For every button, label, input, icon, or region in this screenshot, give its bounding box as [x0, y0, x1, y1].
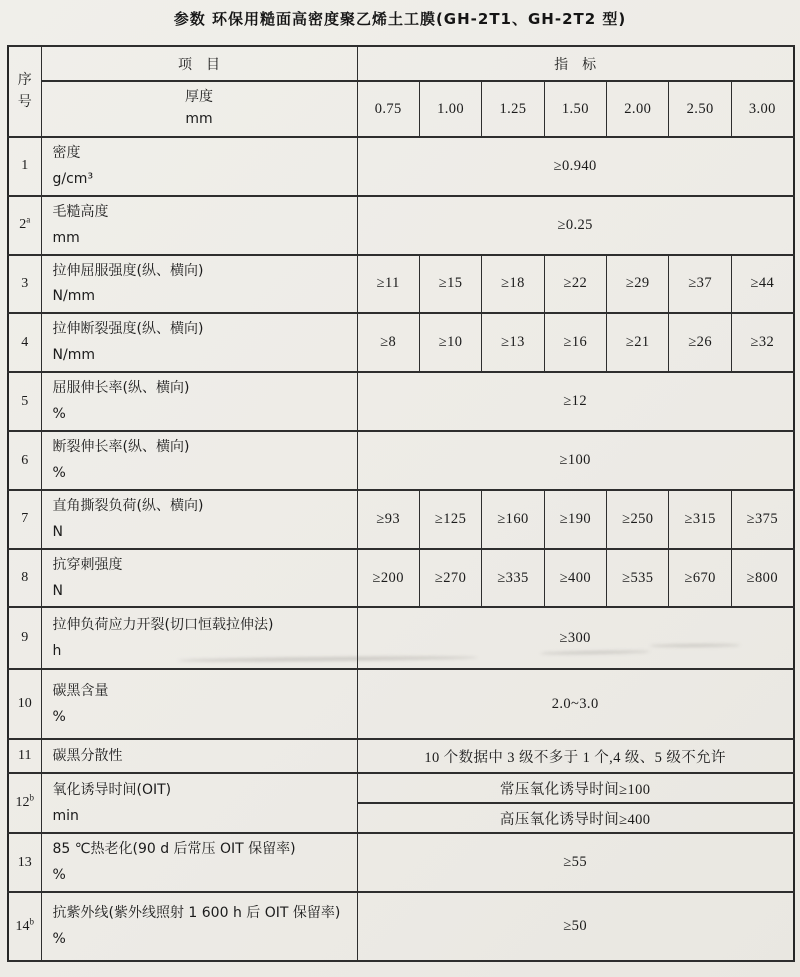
table-row [8, 431, 794, 490]
row-footnote-mark: b [29, 916, 34, 927]
table-row [8, 137, 794, 196]
item-unit: % [52, 708, 66, 725]
row-number-cell [8, 739, 41, 773]
value-cell: ≥15 [419, 255, 481, 314]
row-number: 14 [15, 918, 30, 934]
item-unit: % [52, 931, 66, 948]
table-body [8, 137, 794, 961]
thickness-value: 1.00 [419, 81, 481, 137]
row-number-cell [8, 313, 41, 372]
table-row [8, 739, 794, 773]
item-name: 断裂伸长率(纵、横向) [52, 439, 190, 456]
row-number: 2 [19, 217, 27, 233]
item-cell [41, 196, 357, 255]
value-cell: ≥22 [544, 255, 606, 314]
row-number-cell [8, 196, 41, 255]
value-cell: ≥26 [669, 313, 731, 372]
item-cell [41, 313, 357, 372]
thickness-value: 0.75 [357, 81, 419, 137]
page-title: 参数 环保用糙面高密度聚乙烯土工膜(GH-2T1、GH-2T2 型) [173, 10, 627, 28]
value-span-cell: ≥0.25 [357, 196, 794, 255]
item-cell [41, 739, 357, 773]
item-name: 拉伸断裂强度(纵、横向) [52, 321, 204, 338]
row-number: 13 [17, 854, 32, 870]
value-span-cell: ≥12 [357, 372, 794, 431]
row-number: 3 [21, 275, 29, 291]
item-cell [41, 833, 357, 892]
item-cell [41, 431, 357, 490]
item-cell [41, 669, 357, 739]
value-cell: ≥535 [607, 549, 669, 608]
value-cell: ≥11 [357, 255, 419, 314]
value-cell: ≥315 [669, 490, 731, 549]
value-cell: ≥400 [544, 549, 606, 608]
item-cell [41, 892, 357, 961]
header-row-1 [8, 46, 794, 81]
item-unit: N [52, 582, 63, 599]
row-number: 10 [17, 696, 32, 712]
value-span-cell: ≥0.940 [357, 137, 794, 196]
spec-table [7, 45, 795, 962]
thickness-value: 3.00 [731, 81, 793, 137]
row-number-cell [8, 892, 41, 961]
header-indicator: 指 标 [357, 46, 794, 81]
value-cell: ≥93 [357, 490, 419, 549]
row-number: 6 [21, 452, 29, 468]
item-name: 拉伸屈服强度(纵、横向) [52, 262, 204, 279]
value-cell: ≥21 [607, 313, 669, 372]
value-cell: ≥200 [357, 549, 419, 608]
item-name: 毛糙高度 [52, 203, 109, 220]
row-number: 5 [21, 393, 29, 409]
row-number-cell [8, 833, 41, 892]
item-unit: N [52, 523, 63, 540]
thickness-label: 厚度 [185, 89, 213, 106]
value-span-cell: ≥100 [357, 431, 794, 490]
value-span-cell: 常压氧化诱导时间≥100 [357, 773, 794, 803]
value-cell: ≥37 [669, 255, 731, 314]
value-span-cell: 高压氧化诱导时间≥400 [357, 803, 794, 833]
value-cell: ≥125 [419, 490, 481, 549]
row-number-cell [8, 549, 41, 608]
row-number-cell [8, 137, 41, 196]
thickness-unit: mm [185, 111, 213, 127]
value-cell: ≥160 [482, 490, 544, 549]
row-number: 11 [18, 748, 32, 764]
row-number-cell [8, 669, 41, 739]
row-footnote-mark: b [29, 792, 34, 803]
item-name: 85 ℃热老化(90 d 后常压 OIT 保留率) [52, 841, 296, 858]
item-name: 直角撕裂负荷(纵、横向) [52, 497, 204, 514]
header-row-2 [8, 81, 794, 137]
item-name: 密度 [52, 145, 81, 161]
item-unit: % [52, 406, 66, 423]
value-cell: ≥10 [419, 313, 481, 372]
item-name: 抗紫外线(紫外线照射 1 600 h 后 OIT 保留率) [52, 905, 341, 922]
value-span-cell: 2.0~3.0 [357, 669, 794, 739]
table-row [8, 892, 794, 961]
item-unit: h [52, 642, 62, 659]
row-number-cell [8, 773, 41, 833]
header-thickness [41, 81, 357, 137]
value-cell: ≥270 [419, 549, 481, 608]
table-row [8, 549, 794, 608]
row-number: 1 [21, 158, 29, 174]
item-name: 碳黑分散性 [52, 748, 123, 765]
item-name: 拉伸负荷应力开裂(切口恒载拉伸法) [52, 617, 274, 634]
item-unit: N/mm [52, 347, 95, 364]
table-row [8, 196, 794, 255]
table-row [8, 372, 794, 431]
item-cell [41, 137, 357, 196]
table-row [8, 255, 794, 314]
value-cell: ≥29 [607, 255, 669, 314]
value-cell: ≥670 [669, 549, 731, 608]
row-number: 9 [21, 630, 29, 646]
thickness-value: 1.50 [544, 81, 606, 137]
value-cell: ≥375 [731, 490, 793, 549]
item-name: 抗穿刺强度 [52, 556, 123, 573]
value-cell: ≥800 [731, 549, 793, 608]
item-name: 氧化诱导时间(OIT) [52, 782, 172, 799]
item-unit: mm [52, 229, 80, 246]
table-row [8, 669, 794, 739]
item-cell [41, 490, 357, 549]
header-item: 项 目 [41, 46, 357, 81]
value-cell: ≥32 [731, 313, 793, 372]
row-number: 4 [21, 334, 29, 350]
value-cell: ≥8 [357, 313, 419, 372]
thickness-value: 2.00 [607, 81, 669, 137]
row-number: 12 [15, 795, 30, 811]
value-cell: ≥16 [544, 313, 606, 372]
row-number: 7 [21, 511, 29, 527]
row-number-cell [8, 255, 41, 314]
item-name: 碳黑含量 [52, 683, 109, 700]
value-span-cell: ≥50 [357, 892, 794, 961]
table-row [8, 313, 794, 372]
thickness-value: 1.25 [482, 81, 544, 137]
value-cell: ≥44 [731, 255, 793, 314]
row-number-cell [8, 372, 41, 431]
thickness-value: 2.50 [669, 81, 731, 137]
row-number-cell [8, 431, 41, 490]
value-span-cell: ≥55 [357, 833, 794, 892]
value-cell: ≥335 [482, 549, 544, 608]
table-row [8, 607, 794, 669]
value-cell: ≥250 [607, 490, 669, 549]
row-number-cell [8, 607, 41, 669]
item-unit: % [52, 867, 66, 884]
item-cell [41, 372, 357, 431]
item-unit: % [52, 465, 66, 482]
item-name: 屈服伸长率(纵、横向) [52, 380, 190, 397]
value-cell: ≥13 [482, 313, 544, 372]
value-cell: ≥190 [544, 490, 606, 549]
row-number: 8 [21, 570, 29, 586]
table-row [8, 490, 794, 549]
item-cell [41, 255, 357, 314]
value-span-cell: ≥300 [357, 607, 794, 669]
row-footnote-mark: a [26, 214, 31, 225]
row-number-cell [8, 490, 41, 549]
header-seq: 序号 [8, 46, 41, 137]
table-row [8, 833, 794, 892]
value-span-cell: 10 个数据中 3 级不多于 1 个,4 级、5 级不允许 [357, 739, 794, 773]
item-unit: g/cm³ [52, 170, 94, 187]
table-row [8, 773, 794, 803]
item-unit: min [52, 807, 79, 824]
item-cell [41, 549, 357, 608]
value-cell: ≥18 [482, 255, 544, 314]
item-cell [41, 773, 357, 833]
item-unit: N/mm [52, 288, 95, 305]
